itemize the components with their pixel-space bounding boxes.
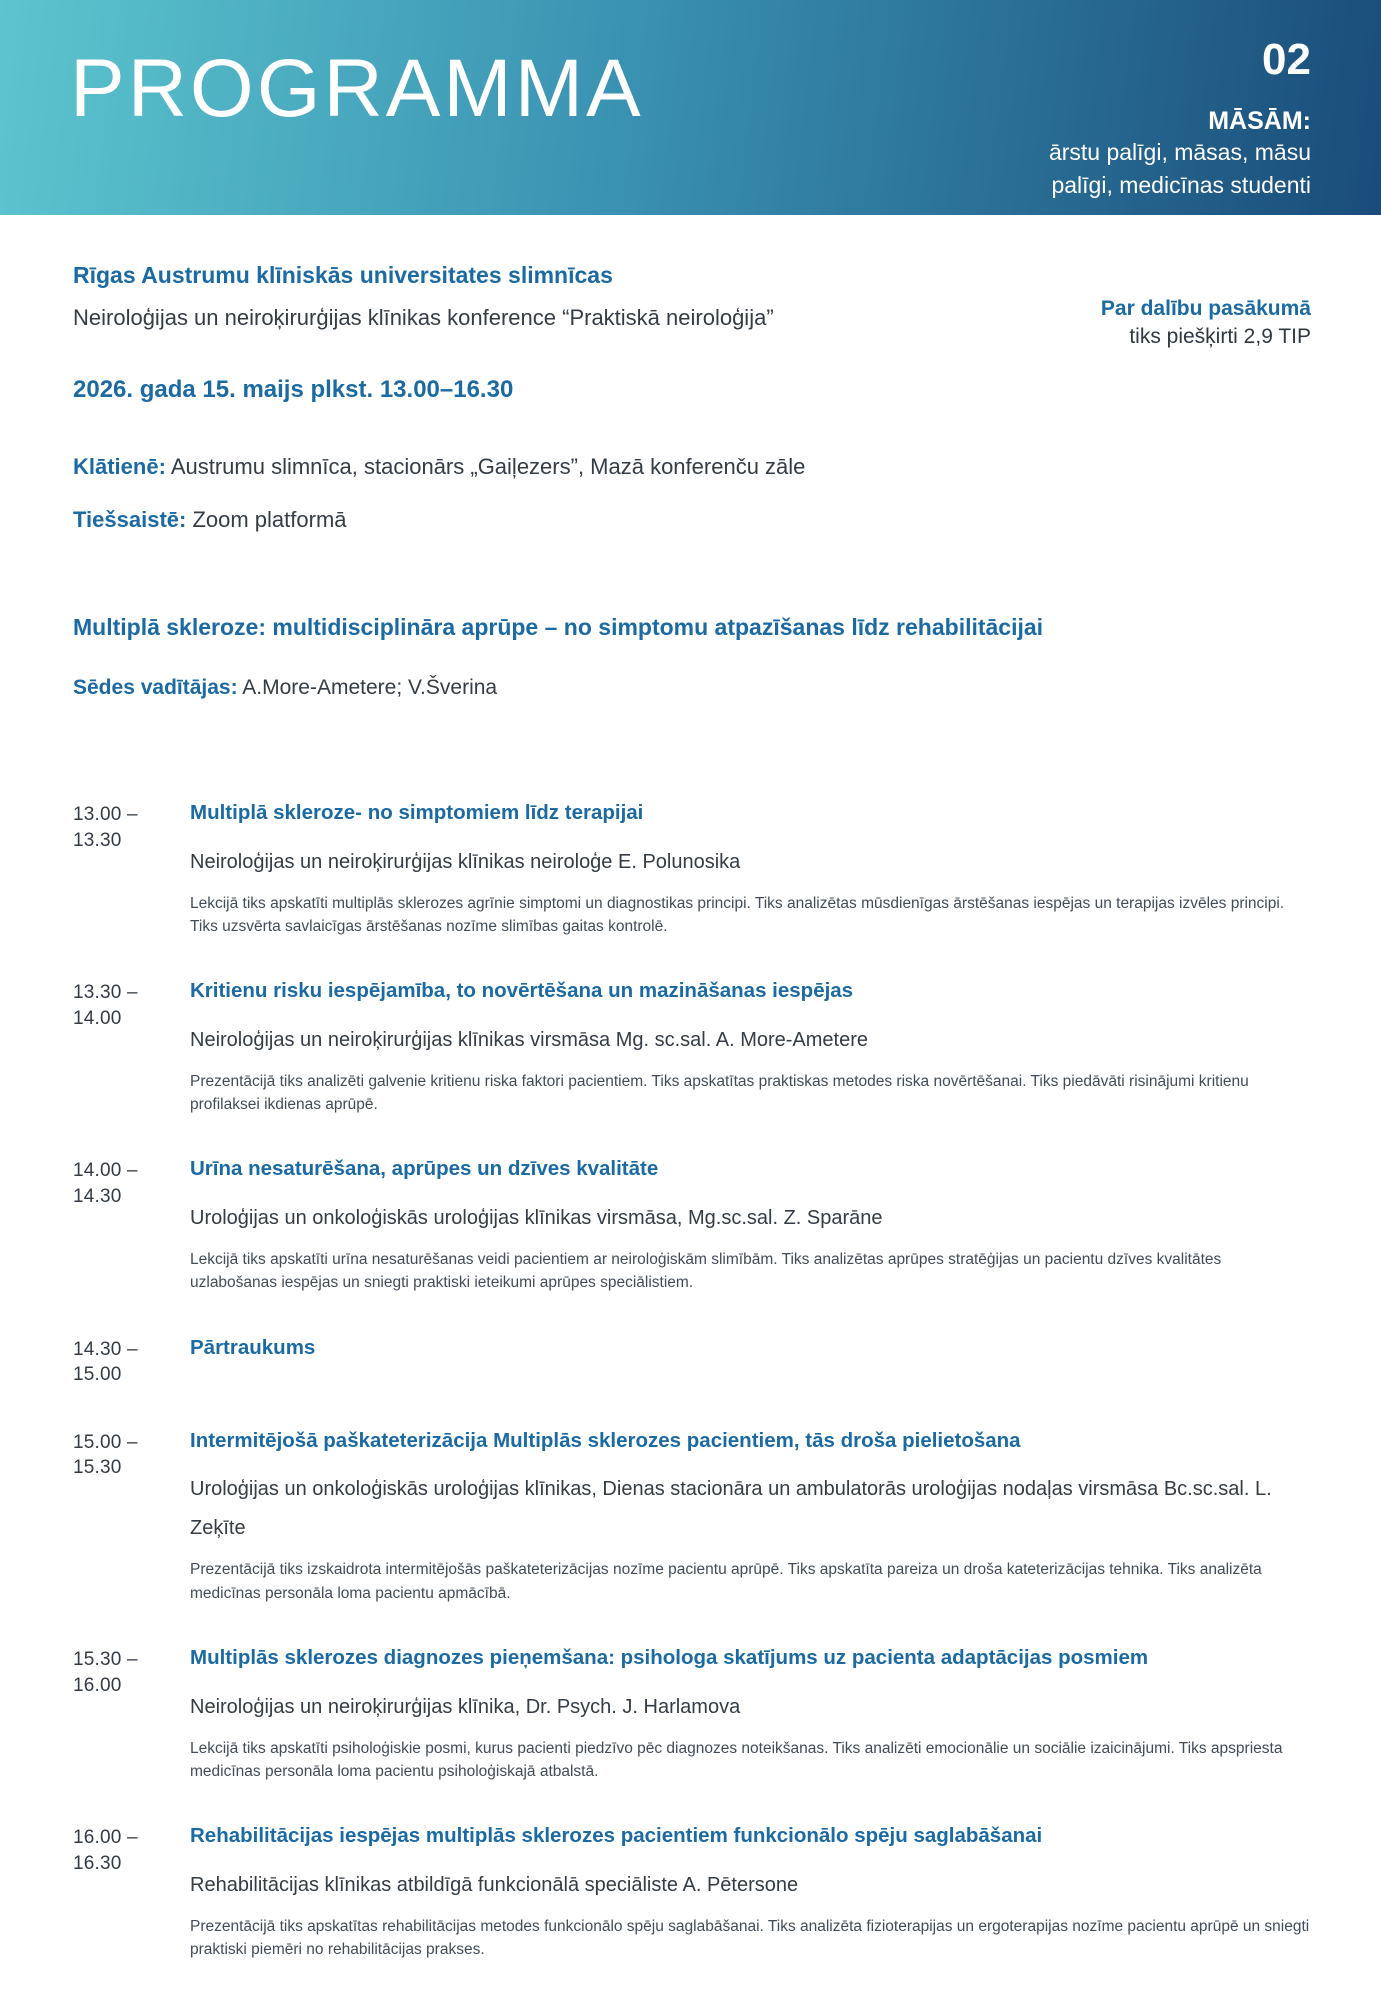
- schedule-speaker: Uroloģijas un onkoloģiskās uroloģijas klīnikas virsmāsa, Mg.sc.sal. Z. Sparāne: [190, 1207, 883, 1229]
- session-chairs: [73, 676, 1311, 700]
- schedule-speaker: Uroloģijas un onkoloģiskās uroloģijas klīnikas, Dienas stacionāra un ambulatorās uroloģijas nodaļas virsmāsa Bc.sc.sal. L. Zeķīte: [190, 1478, 1272, 1540]
- schedule-item-body: [190, 1428, 1311, 1605]
- chairs-label: Sēdes vadītājas:: [73, 676, 238, 700]
- schedule-item-body: [190, 978, 1311, 1116]
- schedule-description: Prezentācijā tiks analizēti galvenie kritienu riska faktori pacientiem. Tiks apskatītas praktiskas metodes riska novērtēšanai. Tiks piedāvāti risinājumi kritienu profilaksei ikdienas aprūpē.: [190, 1072, 1249, 1114]
- onsite-label: Klātienē:: [73, 454, 166, 480]
- audience-label: MĀSĀM:: [1208, 107, 1311, 135]
- schedule-title: Intermitējošā paškateterizācija Multiplās sklerozes pacientiem, tās droša pielietošana: [190, 1428, 1021, 1452]
- schedule-time: 13.30 – 14.00: [73, 982, 138, 1029]
- schedule-title: Urīna nesaturēšana, aprūpes un dzīves kvalitāte: [190, 1157, 659, 1181]
- schedule-speaker: Neiroloģijas un neiroķirurģijas klīnika, Dr. Psych. J. Harlamova: [190, 1695, 741, 1718]
- credits-note: [1101, 295, 1311, 352]
- schedule-item: [73, 978, 1311, 1116]
- session-title: Multiplā skleroze: multidisciplināra aprūpe – no simptomu atpazīšanas līdz rehabilitācijai: [73, 614, 1044, 641]
- audience-line: ārstu palīgi, māsas, māsu: [1048, 139, 1311, 165]
- schedule-item: [73, 1428, 1311, 1605]
- schedule-title: Rehabilitācijas iespējas multiplās sklerozes pacientiem funkcionālo spēju saglabāšanai: [190, 1824, 1043, 1848]
- header-audience-block: [1048, 35, 1311, 201]
- schedule-time: 14.30 – 15.00: [73, 1338, 138, 1386]
- audience-line: palīgi, medicīnas studenti: [1051, 171, 1311, 198]
- schedule-title: Multiplā skleroze- no simptomiem līdz terapijai: [190, 801, 644, 825]
- page-number: 02: [1262, 35, 1311, 84]
- chairs-value: A.More-Ametere; V.Šverina: [237, 676, 498, 700]
- credits-value: tiks piešķirti 2,9 TIP: [1129, 325, 1311, 349]
- page-title: PROGRAMMA: [70, 43, 644, 134]
- schedule-description: Prezentācijā tiks apskatītas rehabilitācijas metodes funkcionālo spēju saglabāšanai. Tiks analizēta fizioterapijas un ergoterapijas nozīme pacientu aprūpē un sniegti praktiski piemēri no rehabilitācijas prakses.: [190, 1917, 1310, 1958]
- onsite-value: Austrumu slimnīca, stacionārs „Gaiļezers”, Mazā konferenču zāle: [165, 454, 806, 480]
- schedule-list: [73, 800, 1311, 1961]
- schedule-time: 15.00 – 15.30: [73, 1431, 138, 1479]
- schedule-title: Kritienu risku iespējamība, to novērtēšana un mazināšanas iespējas: [190, 979, 854, 1003]
- schedule-speaker: Rehabilitācijas klīnikas atbildīgā funkcionālā speciāliste A. Pētersone: [190, 1873, 799, 1896]
- schedule-time: 16.00 – 16.30: [73, 1827, 138, 1874]
- schedule-speaker: Neiroloģijas un neiroķirurģijas klīnikas virsmāsa Mg. sc.sal. A. More-Ametere: [190, 1028, 869, 1051]
- event-datetime: 2026. gada 15. maijs plkst. 13.00–16.30: [73, 376, 514, 404]
- schedule-item-break: [73, 1335, 1311, 1388]
- schedule-description: Lekcijā tiks apskatīti urīna nesaturēšanas veidi pacientiem ar neiroloģiskām slimībām. Tiks analizētas aprūpes stratēģijas un pacientu dzīves kvalitātes uzlabošanas iespējas un sniegti praktiski ieteikumi aprūpes speciālistiem.: [190, 1251, 1222, 1292]
- schedule-time: 14.00 – 14.30: [73, 1160, 138, 1207]
- hospital-name: Rīgas Austrumu klīniskās universitates slimnīcas: [73, 262, 613, 288]
- schedule-item: [73, 1156, 1311, 1294]
- schedule-item: [73, 800, 1311, 938]
- schedule-description: Lekcijā tiks apskatīti multiplās sklerozes agrīnie simptomi un diagnostikas principi. Tiks analizētas mūsdienīgas ārstēšanas iespējas un terapijas izvēles principi. Tiks uzsvērta savlaicīgas ārstēšanas nozīme slimības gaitas kontrolē.: [190, 894, 1285, 935]
- schedule-title: Multiplās sklerozes diagnozes pieņemšana: psihologa skatījums uz pacienta adaptācijas posmiem: [190, 1645, 1149, 1669]
- schedule-item-body: [190, 1156, 1311, 1294]
- schedule-speaker: Neiroloģijas un neiroķirurģijas klīnikas neiroloģe E. Polunosika: [190, 850, 741, 873]
- schedule-description: Prezentācijā tiks izskaidrota intermitējošās paškateterizācijas nozīme pacientu aprūpē. Tiks apskatīta pareiza un droša kateterizācijas tehnika. Tiks analizēta medicīnas personāla loma pacientu apmācībā.: [190, 1561, 1262, 1602]
- schedule-item-body: [190, 800, 1311, 938]
- schedule-item-body: [190, 1823, 1311, 1961]
- schedule-time: 13.00 – 13.30: [73, 804, 138, 851]
- schedule-title: Pārtraukums: [190, 1335, 316, 1359]
- online-value: Zoom platformā: [186, 507, 347, 533]
- schedule-item-body: [190, 1645, 1311, 1783]
- page-header: [0, 0, 1381, 215]
- schedule-time: 15.30 – 16.00: [73, 1648, 138, 1696]
- conference-name: Neiroloģijas un neiroķirurģijas klīnikas konference “Praktiskā neiroloģija”: [73, 304, 774, 330]
- credits-title: Par dalību pasākumā: [1100, 297, 1311, 320]
- schedule-item: [73, 1823, 1311, 1961]
- onsite-line: [73, 454, 1311, 480]
- schedule-description: Lekcijā tiks apskatīti psiholoģiskie posmi, kurus pacienti piedzīvo pēc diagnozes noteikšanas. Tiks analizēti emocionālie un sociālie izaicinājumi. Tiks apspriesta medicīnas personāla loma pacientu psiholoģiskajā atbalstā.: [190, 1739, 1283, 1780]
- schedule-item-body: [190, 1335, 1311, 1388]
- online-line: [73, 507, 1311, 533]
- schedule-item: [73, 1645, 1311, 1783]
- online-label: Tiešsaistē:: [73, 507, 187, 533]
- page-content: [0, 262, 1381, 1961]
